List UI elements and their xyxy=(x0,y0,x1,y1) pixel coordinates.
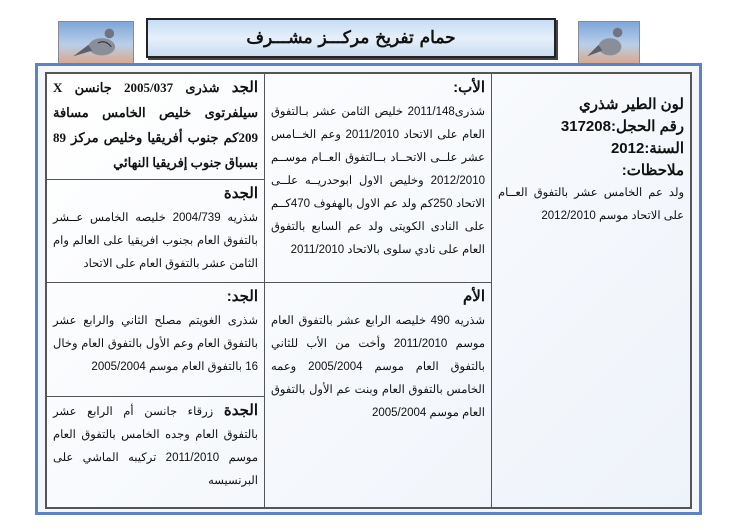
pedigree-table xyxy=(45,72,692,509)
label: الجد: xyxy=(226,288,258,305)
bird-color: لون الطير شذري xyxy=(579,96,684,113)
description: شذرى2011/148 خليص الثامن عشر بـالتفوق العام على الاتحاد 2011/2010 وعم الخــامس عشر علــى الاتحــاد بــالتفوق العــام موســم 2012/2010 وخليص الاول ابوحدريــه علــى الاتحاد 250كم ولد عم الاول بالهفوف 470كــم على النادى الكويتى ولد عم السابع بالتفوق العام على نادي سلوى بالاتحاد 2011/2010 xyxy=(271,106,485,256)
label: الأب: xyxy=(453,79,485,96)
description: زرقاء جانسن أم الرابع عشر بالتفوق العام وجده الخامس بالتفوق العام موسم 2011/2010 تركيبه الماشي على البرنسيسه xyxy=(53,406,258,487)
year: السنة:2012 xyxy=(610,140,684,157)
label: الجدة xyxy=(223,402,258,419)
pigeon-photo-left xyxy=(58,21,134,64)
notes: ولد عم الخامس عشر بالتفوق العــام على الاتحاد موسم 2012/2010 xyxy=(498,187,684,222)
notes-label: ملاحظات: xyxy=(621,162,684,179)
paternal-grandfather-cell xyxy=(47,74,264,180)
maternal-grandfather-cell xyxy=(47,282,264,397)
mother-cell xyxy=(264,282,492,509)
label: الجدة xyxy=(223,185,258,202)
pigeon-icon xyxy=(59,22,133,63)
description: شذرى الغويتم مصلح الثاني والرابع عشر بالتفوق العام وعم الأول بالتفوق العام وخال 16 بالتفوق العام موسم 2005/2004 xyxy=(53,315,258,373)
ring-number: رقم الحجل:317208 xyxy=(560,118,684,135)
pigeon-photo-right xyxy=(578,21,640,64)
description: شذريه 2004/739 خليصه الخامس عــشر بالتفوق العام بجنوب افريقيا على العالم وام الثامن عشر بالتفوق العام على الاتحاد xyxy=(53,212,258,270)
label: الأم xyxy=(462,288,485,305)
description: شذرى 2005/037 جانسن X سيلفرتوى خليص الخامس مسافة 209كم جنوب أفريقيا وخليص مركز 89 بسباق جنوب إفريقيا النهائي xyxy=(53,80,258,170)
page-title: حمام تفريخ مركـــز مشـــرف xyxy=(146,18,556,58)
label: الجد xyxy=(231,79,259,96)
paternal-grandmother-cell xyxy=(47,180,264,282)
maternal-grandmother-cell xyxy=(47,397,264,509)
bird-info-cell xyxy=(492,74,690,509)
father-cell xyxy=(264,74,492,282)
description: شذريه 490 خليصه الرابع عشر بالتفوق العام موسم 2011/2010 وأخت من الأب للثاني بالتفوق العام موسم 2005/2004 وعمه الخامس بالتفوق العام وبنت عم الأول بالتفوق العام موسم 2005/2004 xyxy=(271,315,485,419)
pigeon-icon xyxy=(579,22,639,63)
